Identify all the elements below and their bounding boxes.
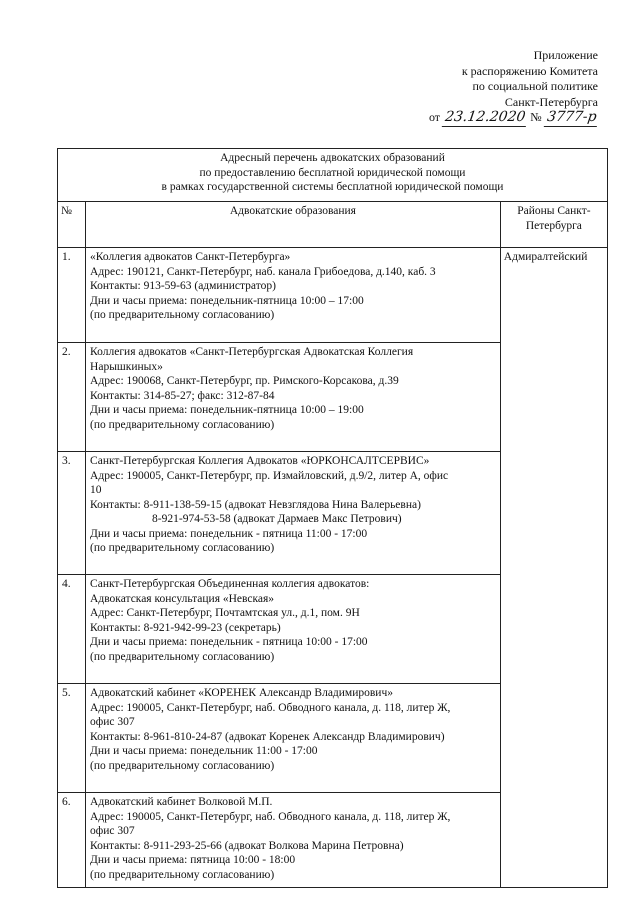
table-row <box>58 248 608 343</box>
district-name: Адмиралтейский <box>500 248 607 888</box>
header-line-4: Санкт-Петербурга <box>504 94 598 109</box>
organization-line: офис 307 <box>90 825 135 837</box>
law-offices-table <box>57 148 608 888</box>
organization-line: Адрес: 190005, Санкт-Петербург, наб. Обводного канала, д. 118, литер Ж, <box>90 810 451 823</box>
organization-line: Контакты: 8-921-942-99-23 (секретарь) <box>90 621 281 634</box>
organization-line: Дни и часы приема: понедельник 11:00 - 17:00 <box>90 745 318 757</box>
appendix-header <box>429 48 598 127</box>
organization-line: Коллегия адвокатов «Санкт-Петербургская Адвокатская Коллегия <box>90 346 414 358</box>
number-prefix: № <box>530 110 542 124</box>
organization-line: Дни и часы приема: пятница 10:00 - 18:00 <box>90 854 296 866</box>
organization-line: (по предварительному согласованию) <box>90 542 275 554</box>
organization-line: Адрес: 190005, Санкт-Петербург, наб. Обводного канала, д. 118, литер Ж, <box>90 701 451 714</box>
organization-line: 8-921-974-53-58 (адвокат Дармаев Макс Петрович) <box>152 513 402 525</box>
header-line-3: по социальной политике <box>472 79 598 93</box>
organization-line: Дни и часы приема: понедельник-пятница 10:00 – 19:00 <box>90 404 364 416</box>
organization-line: Контакты: 8-961-810-24-87 (адвокат Коренек Александр Владимирович) <box>90 730 445 743</box>
row-number: 1. <box>58 248 86 343</box>
organization-details <box>86 343 501 452</box>
organization-line: (по предварительному согласованию) <box>90 650 275 663</box>
row-number: 6. <box>58 793 86 888</box>
row-number: 2. <box>58 343 86 452</box>
organization-line: Контакты: 913-59-63 (администратор) <box>90 280 276 292</box>
organization-line: Адвокатский кабинет Волковой М.П. <box>90 796 273 808</box>
organization-line: Адвокатская консультация «Невская» <box>90 592 275 605</box>
organization-line: Контакты: 314-85-27; факс: 312-87-84 <box>90 389 275 402</box>
table-title-line-2: по предоставлению бесплатной юридической помощи <box>199 166 466 179</box>
date-prefix: от <box>428 110 441 124</box>
organization-line: Адрес: Санкт-Петербург, Почтамтская ул., д.1, пом. 9Н <box>90 607 360 619</box>
organization-line: Нарышкиных» <box>90 360 163 373</box>
organization-details <box>86 575 501 684</box>
organization-details <box>86 452 501 575</box>
handwritten-date: 23.12.2020 <box>442 110 528 127</box>
column-header-number: № <box>58 202 86 248</box>
row-number: 4. <box>58 575 86 684</box>
column-header-organizations: Адвокатские образования <box>86 202 501 248</box>
organization-line: Адвокатский кабинет «КОРЕНЕК Александр Владимирович» <box>90 687 393 699</box>
table-title-line-3: в рамках государственной системы бесплатной юридической помощи <box>161 181 504 193</box>
organization-line: Контакты: 8-911-138-59-15 (адвокат Невзглядова Нина Валерьевна) <box>90 498 421 511</box>
organization-line: «Коллегия адвокатов Санкт-Петербурга» <box>90 251 291 263</box>
header-date-line <box>429 110 598 127</box>
organization-line: Санкт-Петербургская Объединенная коллегия адвокатов: <box>90 578 370 590</box>
organization-details <box>86 248 501 343</box>
header-line-2: к распоряжению Комитета <box>461 63 598 78</box>
organization-details <box>86 684 501 793</box>
organization-line: Дни и часы приема: понедельник - пятница 10:00 - 17:00 <box>90 636 368 648</box>
organization-line: Санкт-Петербургская Коллегия Адвокатов «ЮРКОНСАЛТСЕРВИС» <box>90 455 430 467</box>
table-title-line-1: Адресный перечень адвокатских образований <box>220 152 445 164</box>
organization-details <box>86 793 501 888</box>
handwritten-number: 3777-р <box>544 110 600 127</box>
organization-line: Адрес: 190005, Санкт-Петербург, пр. Измайловский, д.9/2, литер А, офис <box>90 469 449 482</box>
organization-line: Адрес: 190068, Санкт-Петербург, пр. Римского-Корсакова, д.39 <box>90 375 399 387</box>
organization-line: (по предварительному согласованию) <box>90 418 275 431</box>
organization-line: Адрес: 190121, Санкт-Петербург, наб. канала Грибоедова, д.140, каб. 3 <box>90 265 436 278</box>
organization-line: (по предварительному согласованию) <box>90 759 275 772</box>
column-header-districts: Районы Санкт-Петербурга <box>500 202 607 248</box>
organization-line: 10 <box>90 484 102 496</box>
table-title <box>58 149 608 202</box>
organization-line: Дни и часы приема: понедельник-пятница 10:00 – 17:00 <box>90 294 364 307</box>
organization-line: (по предварительному согласованию) <box>90 309 275 321</box>
header-line-1: Приложение <box>533 48 598 62</box>
row-number: 5. <box>58 684 86 793</box>
organization-line: Дни и часы приема: понедельник - пятница 11:00 - 17:00 <box>90 527 368 540</box>
organization-line: (по предварительному согласованию) <box>90 868 275 881</box>
row-number: 3. <box>58 452 86 575</box>
organization-line: офис 307 <box>90 716 135 728</box>
organization-line: Контакты: 8-911-293-25-66 (адвокат Волкова Марина Петровна) <box>90 839 404 852</box>
